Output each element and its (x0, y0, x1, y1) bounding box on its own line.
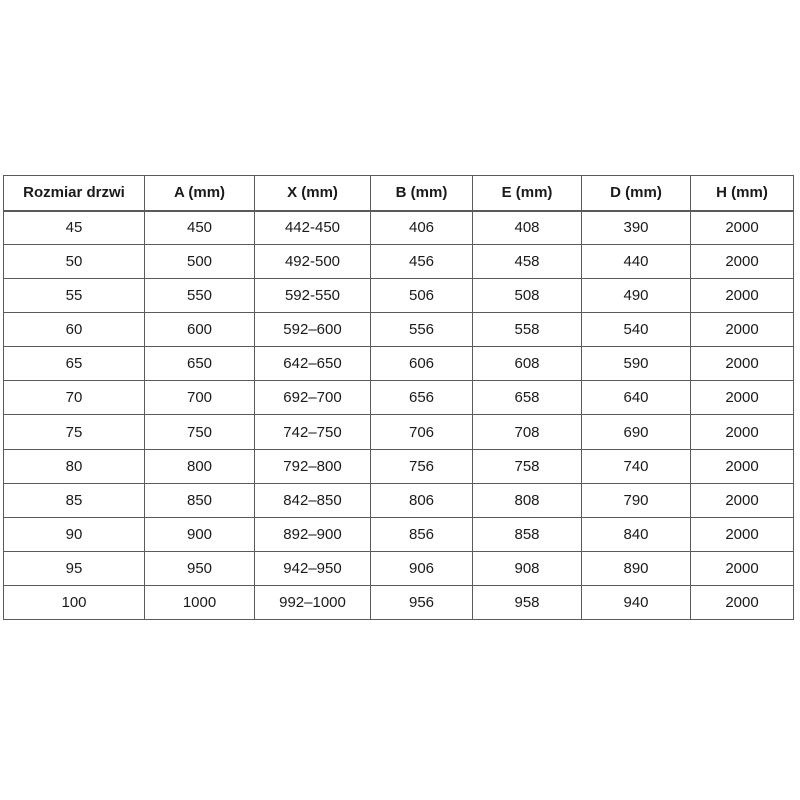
cell-b: 956 (371, 585, 473, 619)
column-header-d-mm: D (mm) (582, 176, 691, 211)
cell-d: 640 (582, 381, 691, 415)
cell-d: 390 (582, 211, 691, 245)
column-header-rozmiar-drzwi: Rozmiar drzwi (4, 176, 145, 211)
cell-e: 708 (473, 415, 582, 449)
cell-x: 492-500 (255, 245, 371, 279)
cell-b: 656 (371, 381, 473, 415)
table-row-size-65 (4, 347, 794, 381)
cell-e: 458 (473, 245, 582, 279)
cell-x: 992–1000 (255, 585, 371, 619)
cell-size: 85 (4, 483, 145, 517)
cell-h: 2000 (691, 415, 794, 449)
cell-b: 756 (371, 449, 473, 483)
cell-e: 508 (473, 279, 582, 313)
cell-a: 550 (145, 279, 255, 313)
cell-d: 490 (582, 279, 691, 313)
cell-x: 742–750 (255, 415, 371, 449)
cell-e: 908 (473, 551, 582, 585)
cell-x: 442-450 (255, 211, 371, 245)
cell-x: 792–800 (255, 449, 371, 483)
cell-d: 790 (582, 483, 691, 517)
cell-e: 408 (473, 211, 582, 245)
table-row-size-55 (4, 279, 794, 313)
cell-size: 45 (4, 211, 145, 245)
cell-h: 2000 (691, 551, 794, 585)
cell-e: 558 (473, 313, 582, 347)
header-row (4, 176, 794, 211)
cell-h: 2000 (691, 517, 794, 551)
cell-a: 1000 (145, 585, 255, 619)
cell-h: 2000 (691, 279, 794, 313)
cell-x: 592-550 (255, 279, 371, 313)
cell-a: 950 (145, 551, 255, 585)
cell-a: 900 (145, 517, 255, 551)
cell-x: 842–850 (255, 483, 371, 517)
cell-h: 2000 (691, 245, 794, 279)
cell-a: 500 (145, 245, 255, 279)
table-row-size-90 (4, 517, 794, 551)
cell-a: 800 (145, 449, 255, 483)
cell-e: 858 (473, 517, 582, 551)
cell-e: 608 (473, 347, 582, 381)
cell-h: 2000 (691, 449, 794, 483)
cell-h: 2000 (691, 381, 794, 415)
cell-a: 650 (145, 347, 255, 381)
cell-size: 80 (4, 449, 145, 483)
column-header-a-mm: A (mm) (145, 176, 255, 211)
cell-b: 856 (371, 517, 473, 551)
cell-b: 706 (371, 415, 473, 449)
cell-b: 556 (371, 313, 473, 347)
cell-b: 506 (371, 279, 473, 313)
cell-x: 642–650 (255, 347, 371, 381)
cell-a: 700 (145, 381, 255, 415)
table-row-size-100 (4, 585, 794, 619)
cell-e: 758 (473, 449, 582, 483)
cell-size: 90 (4, 517, 145, 551)
cell-d: 890 (582, 551, 691, 585)
column-header-h-mm: H (mm) (691, 176, 794, 211)
column-header-x-mm: X (mm) (255, 176, 371, 211)
table-row-size-60 (4, 313, 794, 347)
cell-d: 840 (582, 517, 691, 551)
cell-d: 690 (582, 415, 691, 449)
cell-b: 806 (371, 483, 473, 517)
cell-x: 592–600 (255, 313, 371, 347)
cell-x: 892–900 (255, 517, 371, 551)
cell-e: 958 (473, 585, 582, 619)
door-size-table (3, 175, 794, 620)
cell-size: 100 (4, 585, 145, 619)
table-row-size-70 (4, 381, 794, 415)
table-row-size-45 (4, 211, 794, 245)
cell-h: 2000 (691, 483, 794, 517)
cell-a: 850 (145, 483, 255, 517)
cell-h: 2000 (691, 347, 794, 381)
cell-e: 808 (473, 483, 582, 517)
cell-size: 75 (4, 415, 145, 449)
cell-size: 70 (4, 381, 145, 415)
table-row-size-75 (4, 415, 794, 449)
cell-a: 450 (145, 211, 255, 245)
cell-h: 2000 (691, 585, 794, 619)
table-row-size-85 (4, 483, 794, 517)
cell-size: 60 (4, 313, 145, 347)
table-row-size-80 (4, 449, 794, 483)
cell-b: 406 (371, 211, 473, 245)
cell-d: 740 (582, 449, 691, 483)
cell-a: 750 (145, 415, 255, 449)
cell-size: 55 (4, 279, 145, 313)
cell-size: 95 (4, 551, 145, 585)
table-row-size-50 (4, 245, 794, 279)
cell-d: 440 (582, 245, 691, 279)
cell-b: 456 (371, 245, 473, 279)
cell-h: 2000 (691, 313, 794, 347)
cell-b: 906 (371, 551, 473, 585)
cell-b: 606 (371, 347, 473, 381)
cell-h: 2000 (691, 211, 794, 245)
cell-d: 540 (582, 313, 691, 347)
column-header-e-mm: E (mm) (473, 176, 582, 211)
cell-d: 590 (582, 347, 691, 381)
cell-x: 942–950 (255, 551, 371, 585)
cell-d: 940 (582, 585, 691, 619)
cell-size: 50 (4, 245, 145, 279)
cell-a: 600 (145, 313, 255, 347)
cell-e: 658 (473, 381, 582, 415)
cell-size: 65 (4, 347, 145, 381)
table-row-size-95 (4, 551, 794, 585)
cell-x: 692–700 (255, 381, 371, 415)
column-header-b-mm: B (mm) (371, 176, 473, 211)
